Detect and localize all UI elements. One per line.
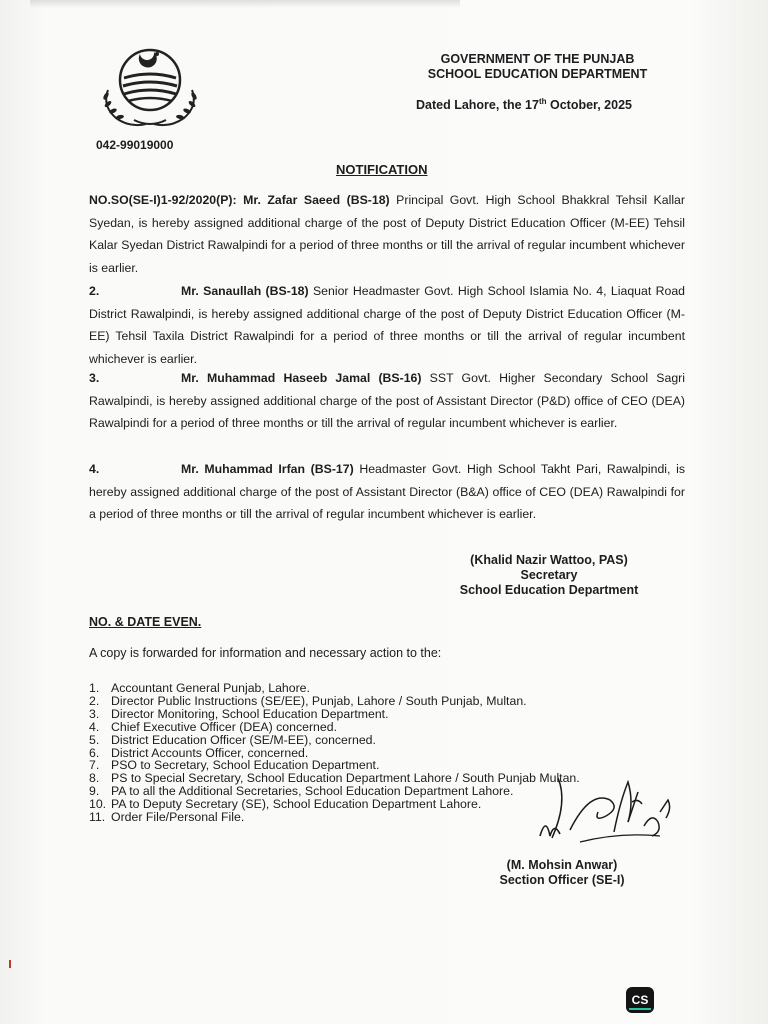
distribution-list: [89, 682, 580, 824]
section-officer-designation: Section Officer (SE-I): [499, 873, 625, 887]
phone-number: 042-99019000: [96, 138, 174, 152]
section-officer-signature-block: [487, 858, 637, 888]
paragraph-1: NO.SO(SE-I)1-92/2020(P): Mr. Zafar Saeed (BS-18) Principal Govt. High School Bhakkral Tehsil Kallar Syedan, is hereby assigned additional charge of the post of Deputy District Education Officer (M-EE) Tehsil Kalar Syedan District Rawalpindi for a period of three months or till the arrival of regular incumbent whichever is earlier.: [89, 193, 685, 275]
secretary-name: (Khalid Nazir Wattoo, PAS): [470, 553, 628, 567]
list-item: 4. Chief Executive Officer (DEA) concerned.: [89, 719, 337, 734]
list-item: 1. Accountant General Punjab, Lahore.: [89, 681, 310, 695]
scan-smudge: [30, 0, 460, 8]
paragraph-2: 2. Mr. Sanaullah (BS-18) Senior Headmaster Govt. High School Islamia No. 4, Liaquat Road District Rawalpindi, is hereby assigned additional charge of the post of Deputy District Education Officer (M-EE) Tehsil Taxila District Rawalpindi for a period of three months or till the arrival of regular incumbent whichever is earlier.: [89, 284, 686, 366]
date-line: Dated Lahore, the 17th October, 2025: [416, 97, 632, 113]
notification-title: NOTIFICATION: [336, 162, 428, 177]
paragraph-3: 3. Mr. Muhammad Haseeb Jamal (BS-16) SST Govt. Higher Secondary School Sagri Rawalpindi, is hereby assigned additional charge of the post of Assistant Director (P&D) office of CEO (DEA) Rawalpindi for a period of three months or till the arrival of regular incumbent whichever is earlier.: [89, 371, 685, 430]
punjab-government-emblem-icon: [94, 40, 206, 132]
list-item: 5. District Education Officer (SE/M-EE), concerned.: [89, 732, 376, 747]
list-item: 11. Order File/Personal File.: [89, 810, 245, 825]
list-item: 3. Director Monitoring, School Education Department.: [89, 706, 389, 721]
list-item: 8. PS to Special Secretary, School Education Department Lahore / South Punjab Multan.: [89, 771, 580, 786]
secretary-department: School Education Department: [459, 583, 639, 597]
paragraph-4: 4. Mr. Muhammad Irfan (BS-17) Headmaster Govt. High School Takht Pari, Rawalpindi, is hereby assigned additional charge of the post of Assistant Director (B&A) office of CEO (DEA) Rawalpindi for a period of three months or till the arrival of regular incumbent whichever is earlier.: [89, 462, 685, 521]
department-title: SCHOOL EDUCATION DEPARTMENT: [427, 67, 648, 81]
no-date-even: NO. & DATE EVEN.: [89, 615, 202, 629]
secretary-designation: Secretary: [520, 568, 578, 582]
scan-mark: [9, 960, 11, 968]
copy-forwarded-text: A copy is forwarded for information and necessary action to the:: [89, 646, 442, 660]
list-item: 6. District Accounts Officer, concerned.: [89, 745, 309, 760]
list-item: 7. PSO to Secretary, School Education Department.: [89, 758, 380, 773]
list-item: 10. PA to Deputy Secretary (SE), School Education Department Lahore.: [89, 797, 482, 812]
handwritten-signature: [510, 772, 680, 862]
letterhead: [400, 52, 675, 82]
government-title: GOVERNMENT OF THE PUNJAB: [440, 52, 635, 66]
list-item: 9. PA to all the Additional Secretaries, School Education Department Lahore.: [89, 784, 514, 799]
camscanner-badge-icon: CS: [626, 987, 654, 1013]
section-officer-name: (M. Mohsin Anwar): [506, 858, 618, 872]
secretary-signature-block: [447, 553, 651, 598]
list-item: 2. Director Public Instructions (SE/EE), Punjab, Lahore / South Punjab, Multan.: [89, 693, 527, 708]
